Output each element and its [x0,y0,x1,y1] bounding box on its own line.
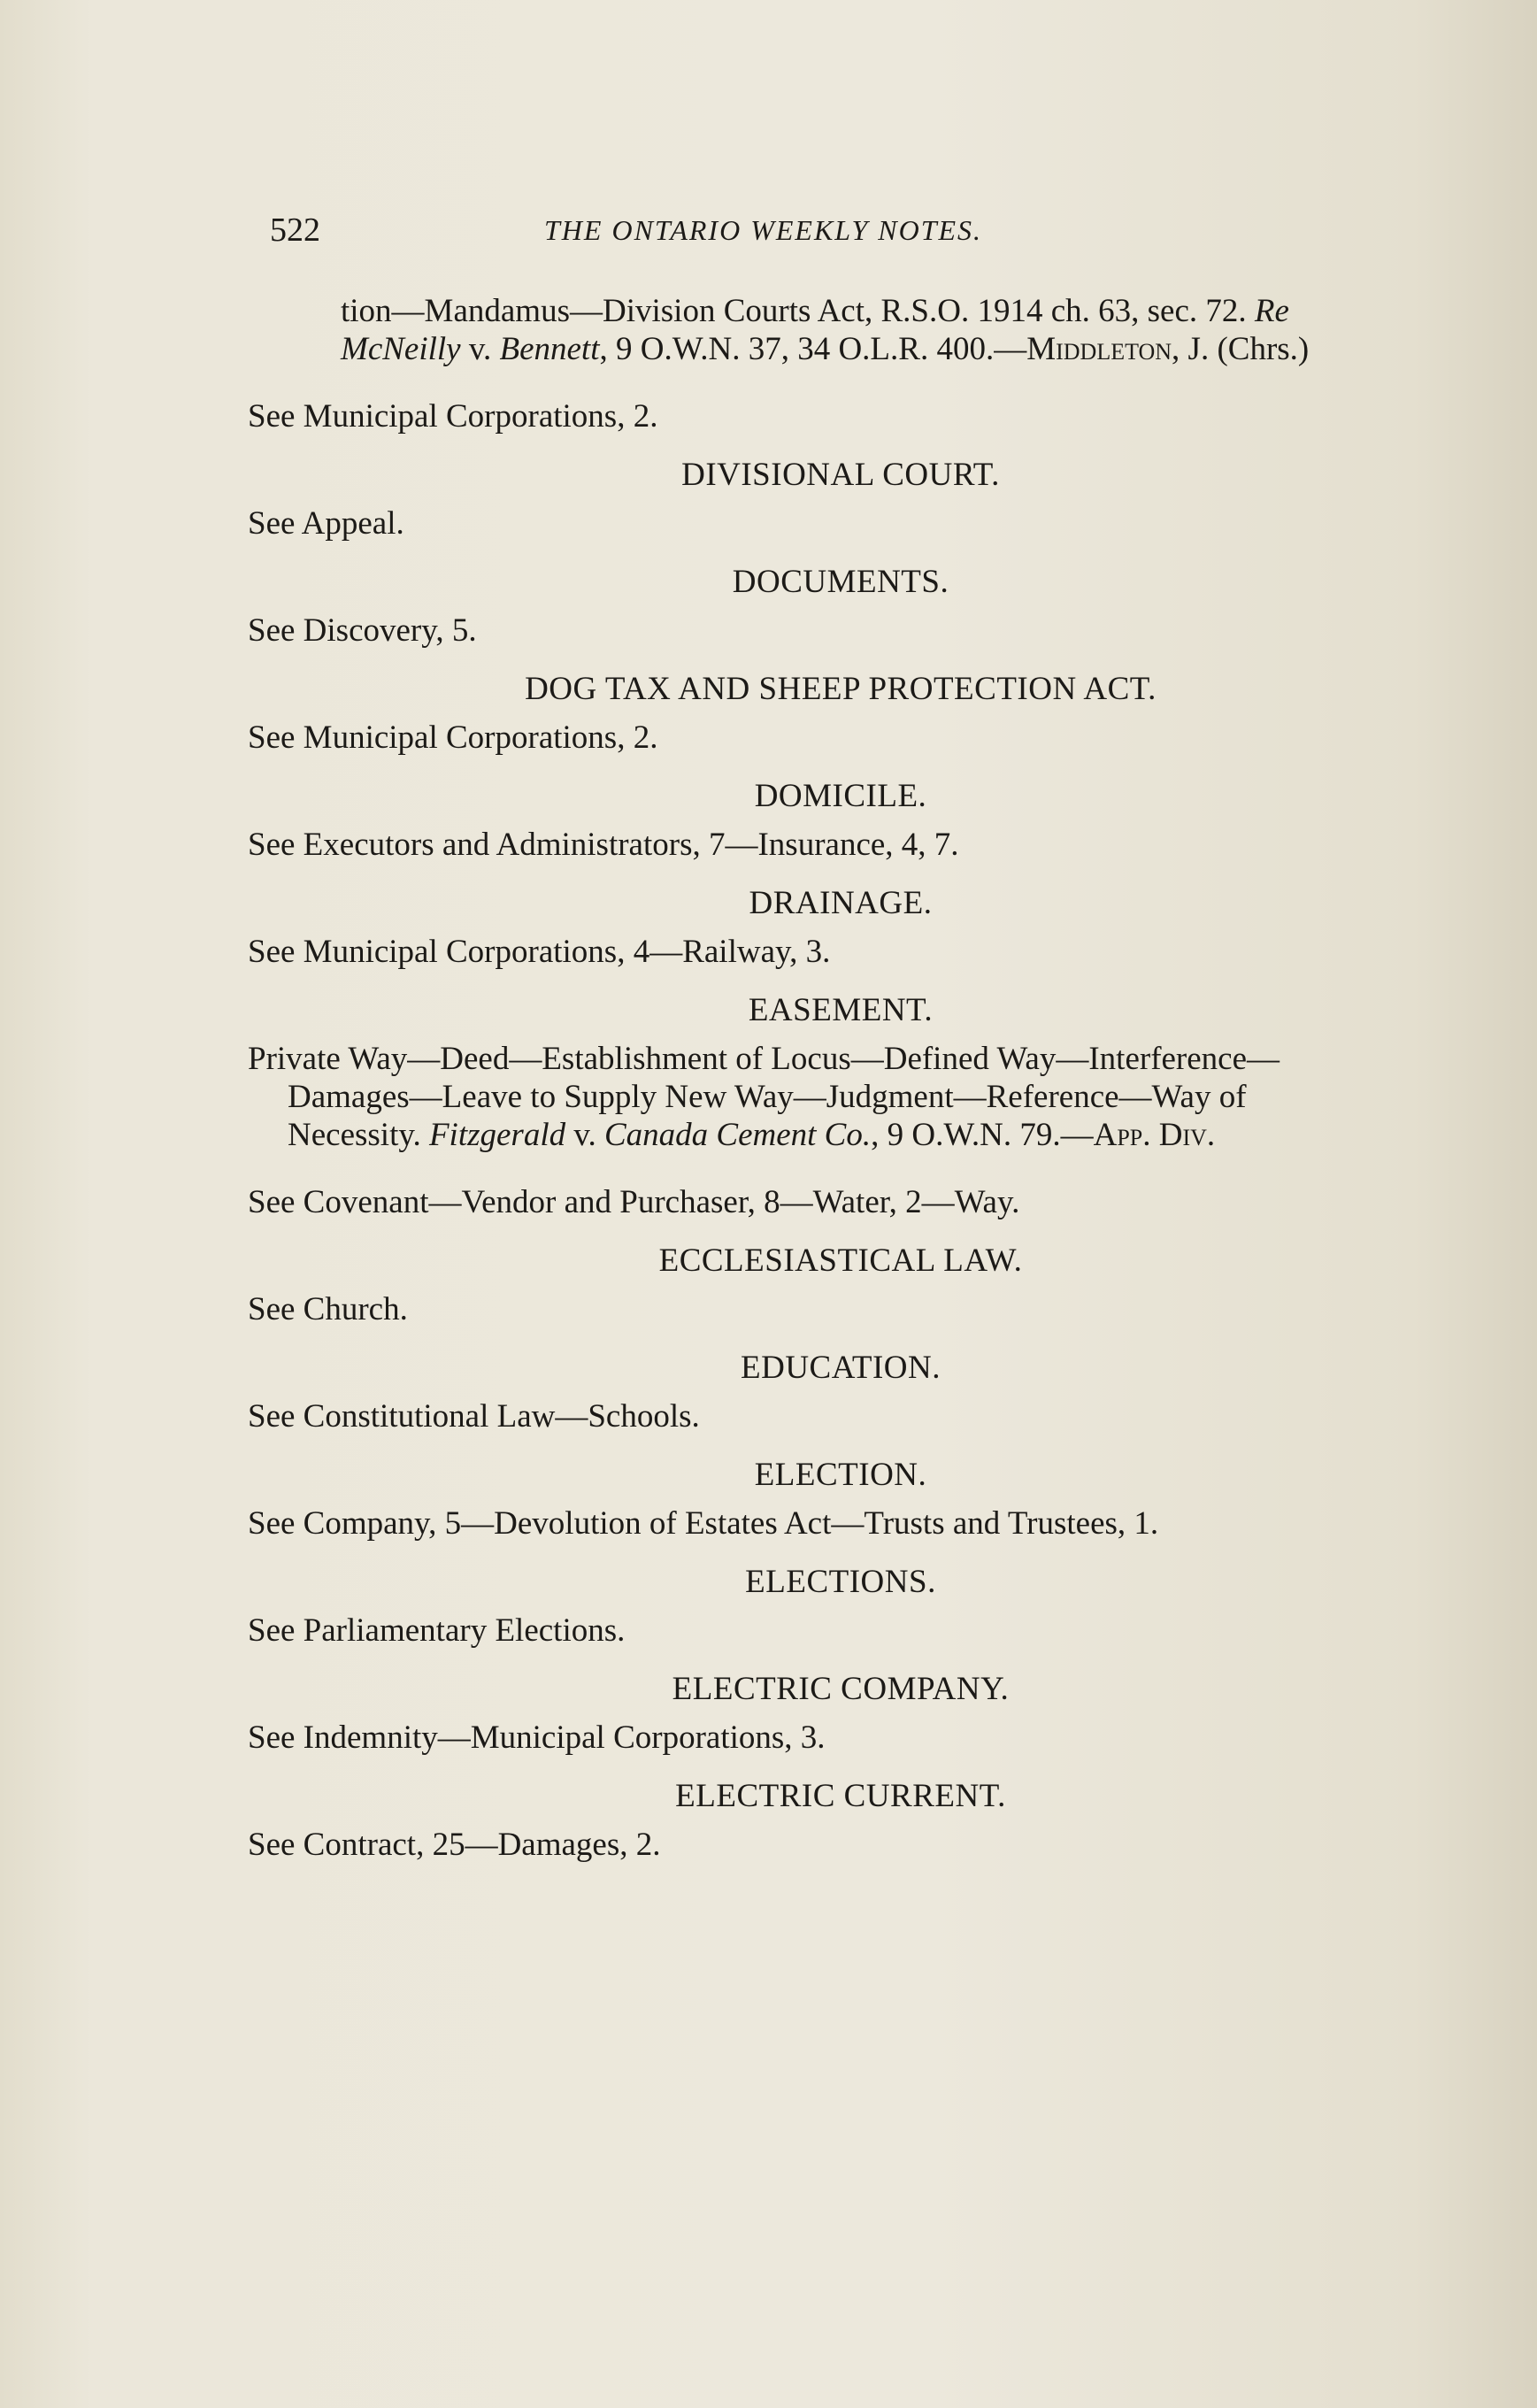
index-heading: DRAINAGE. [749,885,933,921]
index-heading: EDUCATION. [741,1350,941,1386]
see-entry: See Municipal Corporations, 2. [248,719,658,756]
entry-text: , 9 O.W.N. 37, 34 O.L.R. 400.— [599,331,1027,367]
see-entry: See Parliamentary Elections. [248,1612,626,1649]
entry-text: Private Way—Deed—Establishment of Locus—Defined Way—Interference—Damages—Leave to Supply New Way—Judgment—Reference—Way of Necessity. [248,1041,1280,1153]
entry-text: tion—Mandamus—Division Courts Act, R.S.O. 1914 ch. 63, sec. 72. [341,293,1255,329]
index-heading: ELECTION. [754,1457,927,1493]
see-entry: See Discovery, 5. [248,612,477,649]
index-heading: ELECTIONS. [745,1564,936,1600]
see-entry: See Covenant—Vendor and Purchaser, 8—Water, 2—Way. [248,1184,1020,1220]
index-heading: DOCUMENTS. [732,564,949,600]
index-heading: DIVISIONAL COURT. [681,457,1000,493]
see-entry: See Appeal. [248,505,404,542]
index-heading: ELECTRIC CURRENT. [675,1778,1006,1814]
case-versus: v. [565,1117,604,1153]
see-entry: See Constitutional Law—Schools. [248,1398,700,1435]
see-entry: See Municipal Corporations, 4—Railway, 3. [248,934,831,970]
easement-entry [248,1040,1318,1154]
entry-text: , J. (Chrs.) [1172,331,1310,367]
index-heading: EASEMENT. [748,992,934,1028]
case-name: Re McNeilly [341,293,1289,367]
see-entry: See Contract, 25—Damages, 2. [248,1827,661,1863]
case-name: Canada Cement Co. [603,1117,872,1153]
see-entry: See Indemnity—Municipal Corporations, 3. [248,1719,826,1756]
page-header [270,211,1049,255]
case-versus: v. [460,331,500,367]
index-body [248,292,1318,1893]
index-heading: DOMICILE. [754,778,927,814]
court-name: App. Div. [1093,1117,1216,1153]
page-number: 522 [270,212,320,249]
index-heading: ECCLESIASTICAL LAW. [658,1242,1023,1279]
see-entry: See Municipal Corporations, 2. [248,398,658,435]
see-entry: See Company, 5—Devolution of Estates Act—Trusts and Trustees, 1. [248,1505,1159,1542]
case-name: Fitzgerald [428,1117,566,1153]
continued-entry [248,292,1318,368]
judge-name: Middleton [1026,331,1172,367]
entry-text: , 9 O.W.N. 79.— [871,1117,1094,1153]
running-head: THE ONTARIO WEEKLY NOTES. [544,214,983,246]
see-entry: See Executors and Administrators, 7—Insurance, 4, 7. [248,827,959,863]
case-name: Bennett [499,331,600,367]
index-heading: DOG TAX AND SHEEP PROTECTION ACT. [525,671,1157,707]
index-heading: ELECTRIC COMPANY. [672,1671,1010,1707]
see-entry: See Church. [248,1291,408,1327]
